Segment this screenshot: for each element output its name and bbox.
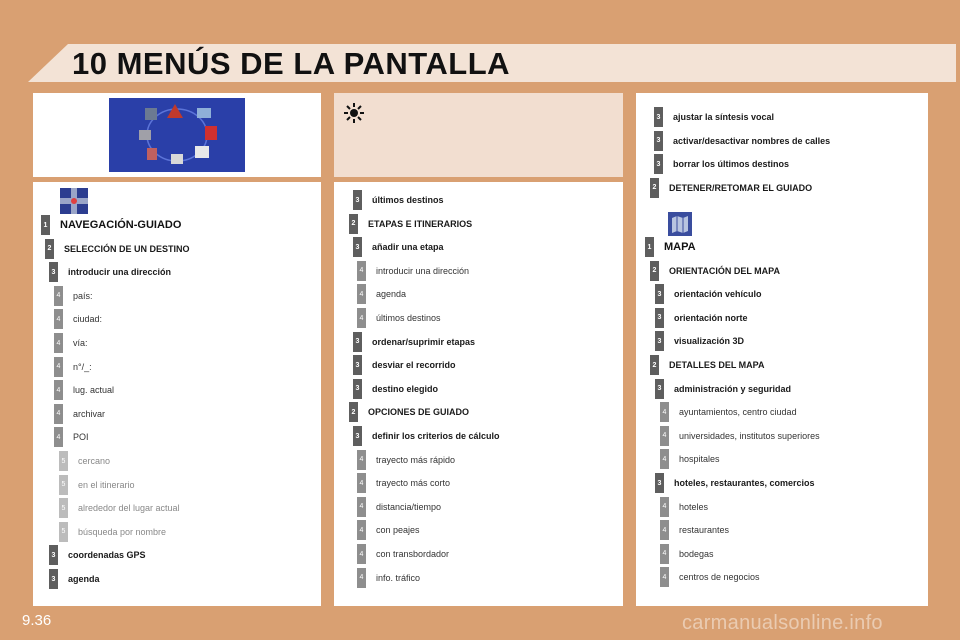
- menu-item-level-4: [357, 261, 469, 281]
- menu-item-label: cercano: [78, 456, 111, 466]
- menu-item-label: definir los criterios de cálculo: [372, 431, 500, 441]
- menu-item-level-2: [650, 261, 780, 281]
- menu-item-label: NAVEGACIÓN-GUIADO: [60, 219, 182, 231]
- level-badge: 3: [353, 332, 362, 352]
- menu-item-label: hoteles: [679, 501, 709, 512]
- menu-item-level-4: [357, 308, 441, 328]
- menu-item-level-5: [59, 475, 135, 495]
- menu-item-label: ciudad:: [73, 314, 103, 325]
- main-menu-screen-icon: [109, 98, 245, 177]
- menu-item-label: desviar el recorrido: [372, 360, 456, 371]
- menu-item-label: hospitales: [679, 454, 720, 465]
- menu-screen-panel: [33, 93, 321, 177]
- menu-item-level-3: [353, 332, 475, 352]
- menu-item-label: bodegas: [679, 548, 714, 559]
- menu-item-label: POI: [73, 432, 89, 443]
- menu-item-level-5: [59, 498, 180, 518]
- sun-settings-icon: [343, 102, 365, 129]
- menu-item-label: con transbordador: [376, 549, 450, 559]
- level-badge: 2: [650, 178, 659, 198]
- menu-item-label: OPCIONES DE GUIADO: [368, 407, 470, 418]
- menu-item-label: con peajes: [376, 525, 420, 536]
- menu-item-level-4: [660, 497, 708, 517]
- level-badge: 4: [660, 497, 669, 517]
- menu-item-label: agenda: [376, 289, 407, 300]
- menu-item-label: últimos destinos: [372, 195, 444, 205]
- menu-item-level-3: [655, 284, 762, 304]
- level-badge: 4: [357, 450, 366, 470]
- level-badge: 3: [655, 473, 664, 493]
- menu-item-label: coordenadas GPS: [68, 550, 146, 561]
- menu-item-label: MAPA: [664, 241, 696, 253]
- level-badge: 4: [357, 568, 366, 588]
- level-badge: 3: [353, 426, 362, 446]
- level-badge: 3: [654, 107, 663, 127]
- level-badge: 3: [353, 190, 362, 210]
- menu-item-label: activar/desactivar nombres de calles: [673, 135, 831, 146]
- level-badge: 4: [54, 333, 63, 353]
- menu-item-label: alrededor del lugar actual: [78, 503, 180, 514]
- menu-item-label: últimos destinos: [376, 313, 441, 323]
- level-badge: 4: [660, 520, 669, 540]
- level-badge: 2: [45, 239, 54, 259]
- level-badge: 5: [59, 451, 68, 471]
- menu-item-label: borrar los últimos destinos: [673, 159, 790, 170]
- menu-item-label: orientación norte: [674, 312, 748, 323]
- level-badge: 4: [357, 284, 366, 304]
- menu-item-label: info. tráfico: [376, 572, 421, 583]
- menu-item-level-4: [660, 402, 797, 422]
- menu-item-level-3: [353, 237, 444, 257]
- menu-item-label: hoteles, restaurantes, comercios: [674, 478, 815, 488]
- level-badge: 3: [655, 284, 664, 304]
- menu-item-level-5: [59, 522, 166, 542]
- menu-item-label: distancia/tiempo: [376, 501, 442, 512]
- level-badge: 3: [353, 355, 362, 375]
- menu-item-label: lug. actual: [73, 385, 115, 396]
- menu-item-level-4: [357, 520, 420, 540]
- menu-item-level-3: [654, 107, 774, 127]
- menu-item-level-4: [357, 568, 420, 588]
- level-badge: 4: [54, 357, 63, 377]
- menu-item-label: trayecto más rápido: [376, 454, 456, 465]
- level-badge: 5: [59, 475, 68, 495]
- menu-item-level-3: [654, 131, 830, 151]
- level-badge: 3: [655, 331, 664, 351]
- menu-item-label: DETALLES DEL MAPA: [669, 360, 765, 370]
- level-badge: 4: [357, 497, 366, 517]
- menu-item-level-4: [660, 426, 820, 446]
- level-badge: 3: [49, 545, 58, 565]
- level-badge: 4: [54, 309, 63, 329]
- level-badge: 4: [660, 567, 669, 587]
- menu-item-level-4: [660, 544, 714, 564]
- level-badge: 3: [655, 308, 664, 328]
- page-title: 10 MENÚS DE LA PANTALLA: [72, 46, 511, 81]
- level-badge: 4: [660, 544, 669, 564]
- level-badge: 3: [655, 379, 664, 399]
- level-badge: 4: [54, 286, 63, 306]
- level-badge: 1: [645, 237, 654, 257]
- level-badge: 4: [357, 261, 366, 281]
- menu-item-level-4: [660, 520, 729, 540]
- menu-item-level-5: [59, 451, 110, 471]
- level-badge: 5: [59, 498, 68, 518]
- menu-item-level-2: [349, 402, 469, 422]
- menu-item-label: visualización 3D: [674, 336, 745, 347]
- menu-item-label: en el itinerario: [78, 479, 135, 490]
- menu-item-label: restaurantes: [679, 525, 730, 536]
- menu-item-label: universidades, institutos superiores: [679, 430, 820, 441]
- menu-item-level-3: [49, 569, 100, 589]
- menu-item-level-3: [655, 473, 815, 493]
- level-badge: 2: [349, 402, 358, 422]
- menu-item-label: centros de negocios: [679, 572, 760, 583]
- menu-item-level-3: [353, 355, 456, 375]
- menu-item-level-3: [655, 308, 748, 328]
- menu-item-level-2: [650, 178, 812, 198]
- menu-item-label: orientación vehículo: [674, 289, 762, 300]
- menu-item-level-3: [655, 331, 744, 351]
- level-badge: 4: [660, 426, 669, 446]
- menu-item-level-3: [353, 426, 500, 446]
- menu-item-label: administración y seguridad: [674, 383, 792, 394]
- menu-item-level-4: [54, 309, 102, 329]
- menu-item-label: ETAPAS E ITINERARIOS: [368, 218, 473, 229]
- level-badge: 2: [349, 214, 358, 234]
- menu-item-level-3: [654, 154, 789, 174]
- menu-item-label: ayuntamientos, centro ciudad: [679, 407, 797, 418]
- level-badge: 4: [660, 449, 669, 469]
- menu-item-level-4: [54, 427, 89, 447]
- menu-item-level-4: [357, 497, 441, 517]
- function-legend-panel: [334, 93, 623, 177]
- menu-item-level-1: [41, 215, 181, 235]
- menu-item-level-3: [353, 190, 444, 210]
- level-badge: 4: [357, 544, 366, 564]
- level-badge: 3: [353, 237, 362, 257]
- level-badge: 4: [54, 427, 63, 447]
- menu-item-level-2: [349, 214, 472, 234]
- menu-item-level-2: [45, 239, 190, 259]
- level-badge: 4: [357, 473, 366, 493]
- menu-item-label: n°/_:: [73, 361, 92, 372]
- menu-item-level-4: [54, 333, 88, 353]
- menu-item-label: ajustar la síntesis vocal: [673, 112, 775, 122]
- menu-item-level-3: [353, 379, 438, 399]
- menu-item-label: destino elegido: [372, 383, 439, 394]
- menu-item-level-4: [357, 544, 449, 564]
- menu-item-level-3: [49, 262, 171, 282]
- watermark: carmanualsonline.info: [682, 612, 883, 634]
- menu-item-level-4: [54, 380, 114, 400]
- page-number: 9.36: [22, 612, 52, 629]
- level-badge: 2: [650, 355, 659, 375]
- level-badge: 4: [357, 520, 366, 540]
- menu-item-label: SELECCIÓN DE UN DESTINO: [64, 243, 190, 254]
- level-badge: 1: [41, 215, 50, 235]
- level-badge: 2: [650, 261, 659, 281]
- menu-item-label: ordenar/suprimir etapas: [372, 336, 476, 347]
- menu-item-label: búsqueda por nombre: [78, 526, 167, 537]
- menu-item-level-3: [49, 545, 146, 565]
- menu-item-level-4: [357, 284, 406, 304]
- level-badge: 4: [54, 380, 63, 400]
- menu-item-level-3: [655, 379, 791, 399]
- level-badge: 4: [660, 402, 669, 422]
- menu-item-label: vía:: [73, 338, 88, 348]
- menu-item-level-4: [54, 286, 93, 306]
- menu-item-label: introducir una dirección: [376, 265, 470, 276]
- level-badge: 3: [49, 262, 58, 282]
- menu-item-level-4: [357, 450, 455, 470]
- menu-item-label: país:: [73, 290, 93, 301]
- menu-item-level-4: [660, 449, 720, 469]
- menu-item-label: agenda: [68, 574, 100, 584]
- level-badge: 4: [357, 308, 366, 328]
- level-badge: 4: [54, 404, 63, 424]
- level-badge: 5: [59, 522, 68, 542]
- menu-item-level-4: [660, 567, 760, 587]
- menu-item-label: ORIENTACIÓN DEL MAPA: [669, 265, 781, 276]
- menu-item-level-4: [54, 357, 92, 377]
- level-badge: 3: [654, 131, 663, 151]
- menu-item-label: introducir una dirección: [68, 267, 172, 278]
- menu-item-label: archivar: [73, 408, 106, 419]
- menu-item-label: añadir una etapa: [372, 242, 444, 253]
- level-badge: 3: [49, 569, 58, 589]
- level-badge: 3: [654, 154, 663, 174]
- level-badge: 3: [353, 379, 362, 399]
- menu-item-level-2: [650, 355, 765, 375]
- menu-item-label: DETENER/RETOMAR EL GUIADO: [669, 182, 813, 193]
- menu-item-level-4: [54, 404, 105, 424]
- menu-item-label: trayecto más corto: [376, 478, 451, 489]
- menu-item-level-4: [357, 473, 450, 493]
- menu-item-level-1: [645, 237, 696, 257]
